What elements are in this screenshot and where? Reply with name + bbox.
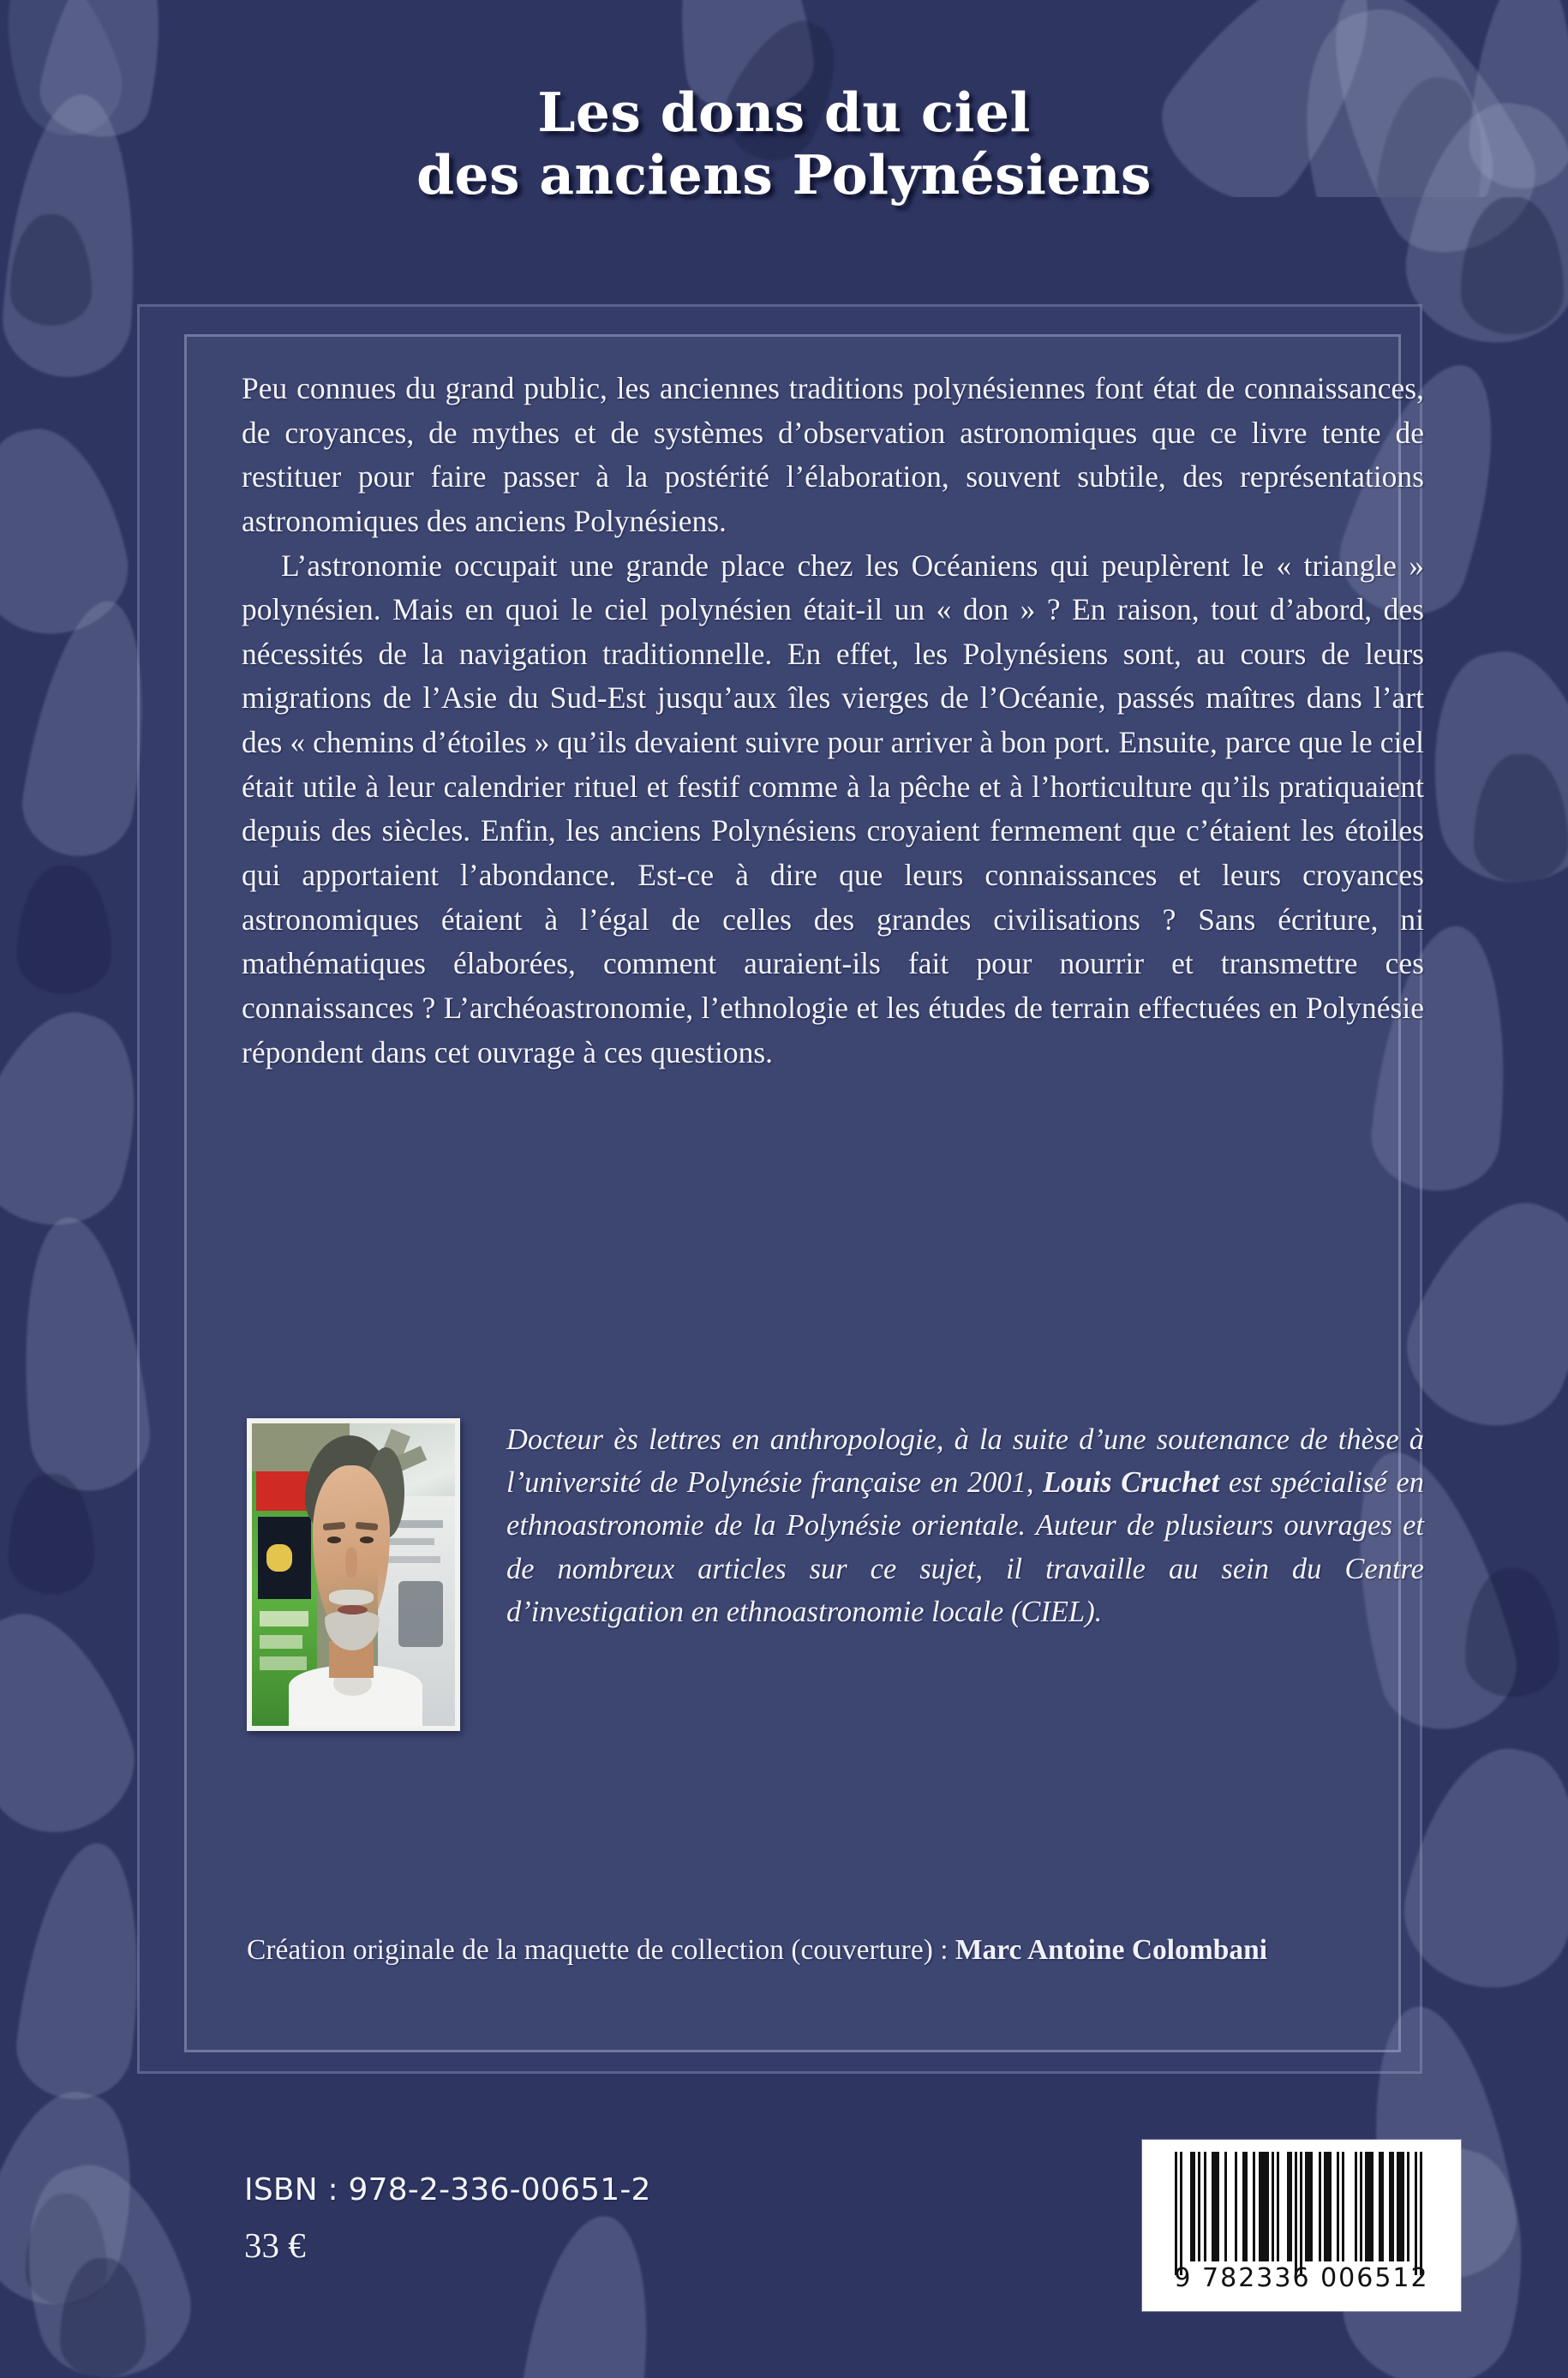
bio-part-1: Docteur ès lettres en anthropologie, à la suite d’une soutenance de thèse à l’université de Polynésie française en 2001, — [506, 1423, 1424, 1500]
bio-part-2: est spécialisé en ethnoastronomie de la Polynésie orientale. Auteur de plusieurs ouvrages et de nombreux articles sur ce sujet, il travaille au sein du Centre d’investigation en ethnoastronomie locale (CIEL). — [506, 1466, 1425, 1628]
title-line-1: Les dons du ciel — [537, 81, 1031, 144]
title-line-2: des anciens Polynésiens — [416, 143, 1152, 207]
barcode-bars — [1156, 2152, 1447, 2261]
maquette-credit — [247, 1931, 1424, 1970]
page-title — [0, 81, 1568, 207]
isbn-price-block — [244, 2172, 651, 2266]
author-name: Louis Cruchet — [1043, 1466, 1220, 1500]
author-block — [247, 1418, 1424, 1731]
maquette-designer-name: Marc Antoine Colombani — [955, 1934, 1268, 1966]
barcode-digits: 9 782336 006512 — [1174, 2263, 1429, 2293]
ean13-barcode — [1142, 2140, 1461, 2311]
maquette-credit-label: Création originale de la maquette de collection (couverture) : — [247, 1934, 955, 1966]
isbn-number: ISBN : 978-2-336-00651-2 — [244, 2172, 651, 2207]
blurb-paragraph-1: Peu connues du grand public, les anciennes traditions polynésiennes font état de connaissances, de croyances, de mythes et de systèmes d’observation astronomiques que ce livre tente de restituer pour faire passer à la postérité l’élaboration, souvent subtile, des représentations astronomiques des anciens Polynésiens. — [242, 371, 1424, 538]
price-label: 33 € — [244, 2225, 306, 2265]
back-cover-blurb — [242, 367, 1424, 1075]
author-bio-text — [506, 1418, 1424, 1633]
author-biography — [460, 1418, 1424, 1633]
blurb-paragraph-2: L’astronomie occupait une grande place chez les Océaniens qui peuplèrent le « triangle » polynésien. Mais en quoi le ciel polynésien était-il un « don » ? En raison, tout d’abord, des nécessités de la navigation traditionnelle. En effet, les Polynésiens sont, au cours de leurs migrations de l’Asie du Sud-Est jusqu’aux îles vierges de l’Océanie, passés maîtres dans l’art des « chemins d’étoiles » qu’ils devaient suivre pour arriver à bon port. Ensuite, parce que le ciel était utile à leur calendrier rituel et festif comme à la pêche et à l’horticulture qu’ils pratiquaient depuis des siècles. Enfin, les anciens Polynésiens croyaient fermement que c’étaient les étoiles qui apportaient l’abondance. Est-ce à dire que leurs connaissances et leurs croyances astronomiques étaient à l’égal de celles des grandes civilisations ? Sans écriture, ni mathématiques élaborées, comment auraient-ils fait pour nourrir et transmettre ces connaissances ? L’archéoastronomie, l’ethnologie et les études de terrain effectuées en Polynésie répondent dans cet ouvrage à ces questions. — [242, 548, 1424, 1069]
author-portrait-photo — [247, 1418, 460, 1731]
